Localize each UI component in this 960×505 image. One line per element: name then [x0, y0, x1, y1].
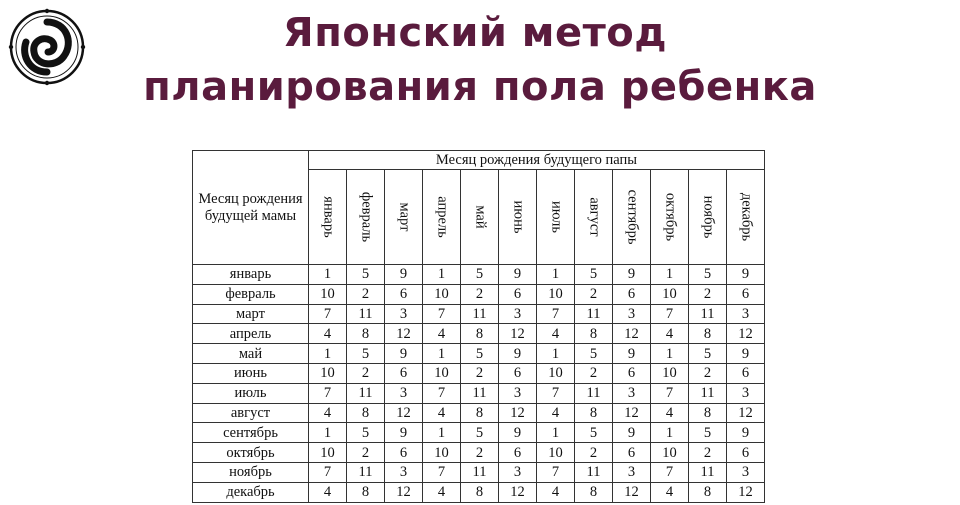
- table-cell: 9: [613, 423, 651, 443]
- table-cell: 2: [461, 363, 499, 383]
- table-cell: 9: [385, 423, 423, 443]
- table-cell: 4: [651, 403, 689, 423]
- father-month-label: декабрь: [738, 192, 754, 242]
- table-cell: 9: [727, 423, 765, 443]
- table-cell: 1: [309, 344, 347, 364]
- table-cell: 2: [461, 443, 499, 463]
- father-month-label: март: [396, 202, 412, 232]
- table-cell: 9: [499, 265, 537, 285]
- table-cell: 9: [385, 344, 423, 364]
- table-cell: 5: [689, 265, 727, 285]
- table-cell: 7: [309, 462, 347, 482]
- mother-month-label: февраль: [193, 284, 309, 304]
- table-cell: 7: [309, 304, 347, 324]
- father-month-column-header: [689, 170, 727, 265]
- table-cell: 4: [423, 403, 461, 423]
- table-cell: 8: [461, 482, 499, 502]
- table-cell: 12: [385, 324, 423, 344]
- table-cell: 6: [499, 363, 537, 383]
- table-cell: 5: [347, 265, 385, 285]
- father-month-column-header: [461, 170, 499, 265]
- table-cell: 10: [423, 284, 461, 304]
- table-cell: 6: [727, 443, 765, 463]
- table-cell: 2: [347, 363, 385, 383]
- table-body: [193, 265, 765, 503]
- father-month-label: июнь: [510, 200, 526, 234]
- table-cell: 7: [537, 383, 575, 403]
- table-cell: 11: [575, 304, 613, 324]
- table-cell: 9: [727, 265, 765, 285]
- table-cell: 10: [423, 443, 461, 463]
- table-cell: 4: [537, 482, 575, 502]
- mother-month-label: август: [193, 403, 309, 423]
- table-cell: 3: [385, 383, 423, 403]
- table-cell: 10: [537, 443, 575, 463]
- table-cell: 3: [499, 304, 537, 324]
- table-cell: 11: [347, 462, 385, 482]
- table-cell: 1: [651, 344, 689, 364]
- father-month-label: февраль: [358, 191, 374, 243]
- mother-month-label: май: [193, 344, 309, 364]
- table-cell: 1: [309, 265, 347, 285]
- table-cell: 5: [575, 423, 613, 443]
- table-cell: 2: [461, 284, 499, 304]
- table-cell: 6: [385, 443, 423, 463]
- mother-month-label: июль: [193, 383, 309, 403]
- table-cell: 6: [613, 443, 651, 463]
- father-month-column-header: [613, 170, 651, 265]
- table-cell: 2: [689, 284, 727, 304]
- table-cell: 12: [727, 403, 765, 423]
- table-cell: 10: [537, 284, 575, 304]
- table-cell: 1: [651, 265, 689, 285]
- table-cell: 4: [423, 482, 461, 502]
- table-cell: 6: [385, 363, 423, 383]
- page-title-line2: планирования пола ребенка: [143, 64, 817, 110]
- father-month-column-header: [651, 170, 689, 265]
- table-cell: 4: [537, 324, 575, 344]
- table-row: [193, 324, 765, 344]
- father-month-column-header: [499, 170, 537, 265]
- table-row: [193, 443, 765, 463]
- table-cell: 12: [499, 482, 537, 502]
- table-row: [193, 423, 765, 443]
- table-cell: 12: [499, 403, 537, 423]
- table-row: [193, 265, 765, 285]
- table-cell: 7: [537, 304, 575, 324]
- table-cell: 6: [613, 363, 651, 383]
- father-month-label: ноябрь: [700, 195, 716, 239]
- gender-planning-table: [192, 150, 765, 503]
- mother-month-label: сентябрь: [193, 423, 309, 443]
- table-cell: 3: [613, 383, 651, 403]
- table-cell: 6: [499, 284, 537, 304]
- table-cell: 10: [423, 363, 461, 383]
- table-cell: 11: [347, 383, 385, 403]
- table-cell: 3: [499, 462, 537, 482]
- father-month-column-header: [727, 170, 765, 265]
- table-cell: 7: [651, 383, 689, 403]
- father-month-label: январь: [320, 196, 336, 238]
- table-cell: 11: [461, 462, 499, 482]
- table-cell: 11: [461, 383, 499, 403]
- table-cell: 1: [651, 423, 689, 443]
- table-cell: 3: [727, 383, 765, 403]
- table-cell: 10: [651, 363, 689, 383]
- father-month-column-header: [575, 170, 613, 265]
- table-cell: 7: [651, 304, 689, 324]
- table-cell: 5: [461, 423, 499, 443]
- table-cell: 8: [347, 482, 385, 502]
- mother-month-label: апрель: [193, 324, 309, 344]
- table-cell: 1: [537, 423, 575, 443]
- table-cell: 7: [423, 304, 461, 324]
- father-month-label: октябрь: [662, 192, 678, 242]
- father-month-label: июль: [548, 200, 564, 234]
- table-cell: 3: [727, 304, 765, 324]
- table-cell: 4: [309, 482, 347, 502]
- mother-month-label: январь: [193, 265, 309, 285]
- table-cell: 5: [347, 344, 385, 364]
- table-cell: 9: [499, 423, 537, 443]
- table-cell: 8: [347, 403, 385, 423]
- table-cell: 12: [727, 324, 765, 344]
- table-cell: 12: [613, 403, 651, 423]
- table-cell: 5: [575, 344, 613, 364]
- table-cell: 3: [727, 462, 765, 482]
- table-cell: 9: [613, 265, 651, 285]
- table-cell: 3: [385, 462, 423, 482]
- mother-month-label: март: [193, 304, 309, 324]
- table-cell: 12: [613, 482, 651, 502]
- table-cell: 3: [499, 383, 537, 403]
- table-cell: 5: [689, 344, 727, 364]
- table-cell: 4: [309, 403, 347, 423]
- table-cell: 5: [347, 423, 385, 443]
- table-cell: 2: [575, 443, 613, 463]
- table-cell: 3: [613, 304, 651, 324]
- father-month-label: август: [586, 197, 602, 237]
- table-cell: 8: [689, 403, 727, 423]
- table-cell: 4: [423, 324, 461, 344]
- mother-month-label: октябрь: [193, 443, 309, 463]
- table-cell: 2: [575, 363, 613, 383]
- table-cell: 9: [499, 344, 537, 364]
- table-cell: 5: [575, 265, 613, 285]
- table-cell: 5: [461, 265, 499, 285]
- table-row: [193, 482, 765, 502]
- table-cell: 1: [309, 423, 347, 443]
- table-cell: 8: [347, 324, 385, 344]
- table-cell: 2: [689, 363, 727, 383]
- table-cell: 9: [613, 344, 651, 364]
- table-cell: 6: [727, 363, 765, 383]
- mother-month-label: июнь: [193, 363, 309, 383]
- table-cell: 4: [651, 482, 689, 502]
- table-cell: 10: [651, 443, 689, 463]
- table-cell: 9: [727, 344, 765, 364]
- table-cell: 7: [423, 383, 461, 403]
- table-cell: 10: [309, 443, 347, 463]
- mother-month-label: ноябрь: [193, 462, 309, 482]
- father-month-column-header: [423, 170, 461, 265]
- table-cell: 12: [499, 324, 537, 344]
- table-cell: 6: [613, 284, 651, 304]
- father-month-column-header: [309, 170, 347, 265]
- father-month-column-header: [347, 170, 385, 265]
- table-cell: 4: [309, 324, 347, 344]
- table-cell: 1: [423, 265, 461, 285]
- mother-month-header: Месяц рождения будущей мамы: [193, 151, 309, 265]
- table-cell: 1: [423, 423, 461, 443]
- table-cell: 7: [537, 462, 575, 482]
- table-cell: 11: [347, 304, 385, 324]
- table-cell: 12: [385, 482, 423, 502]
- father-month-label: сентябрь: [624, 189, 640, 245]
- table-row: [193, 403, 765, 423]
- table-cell: 10: [309, 363, 347, 383]
- table-row: [193, 462, 765, 482]
- table-cell: 6: [499, 443, 537, 463]
- table-cell: 9: [385, 265, 423, 285]
- table-cell: 8: [575, 403, 613, 423]
- table-cell: 4: [651, 324, 689, 344]
- table-cell: 11: [575, 383, 613, 403]
- table-row: [193, 344, 765, 364]
- mother-month-label: декабрь: [193, 482, 309, 502]
- father-month-column-header: [385, 170, 423, 265]
- table-cell: 5: [689, 423, 727, 443]
- table-cell: 5: [461, 344, 499, 364]
- table-cell: 12: [385, 403, 423, 423]
- table-cell: 2: [575, 284, 613, 304]
- table-cell: 11: [689, 304, 727, 324]
- table-cell: 3: [613, 462, 651, 482]
- table-cell: 4: [537, 403, 575, 423]
- father-month-label: апрель: [434, 196, 450, 238]
- father-month-header: Месяц рождения будущего папы: [309, 151, 765, 170]
- table-cell: 11: [461, 304, 499, 324]
- table-cell: 7: [651, 462, 689, 482]
- table-row: [193, 363, 765, 383]
- table-cell: 12: [613, 324, 651, 344]
- table-cell: 11: [575, 462, 613, 482]
- table-cell: 3: [385, 304, 423, 324]
- table-cell: 6: [385, 284, 423, 304]
- table-cell: 10: [537, 363, 575, 383]
- table-cell: 2: [689, 443, 727, 463]
- table-cell: 8: [689, 324, 727, 344]
- table-cell: 6: [727, 284, 765, 304]
- table-cell: 7: [423, 462, 461, 482]
- table-cell: 1: [537, 344, 575, 364]
- table-cell: 8: [575, 482, 613, 502]
- table-cell: 2: [347, 443, 385, 463]
- page-title-line1: Японский метод: [282, 10, 668, 56]
- table-row: [193, 284, 765, 304]
- table-cell: 11: [689, 383, 727, 403]
- table-cell: 8: [461, 403, 499, 423]
- table-cell: 1: [423, 344, 461, 364]
- table-cell: 2: [347, 284, 385, 304]
- table-cell: 7: [309, 383, 347, 403]
- table-row: [193, 383, 765, 403]
- father-month-column-header: [537, 170, 575, 265]
- table-cell: 10: [651, 284, 689, 304]
- table-row: [193, 304, 765, 324]
- table-cell: 8: [575, 324, 613, 344]
- table-cell: 8: [689, 482, 727, 502]
- father-month-label: май: [472, 205, 488, 229]
- table-cell: 10: [309, 284, 347, 304]
- table-cell: 8: [461, 324, 499, 344]
- table-cell: 1: [537, 265, 575, 285]
- table-cell: 11: [689, 462, 727, 482]
- table-cell: 12: [727, 482, 765, 502]
